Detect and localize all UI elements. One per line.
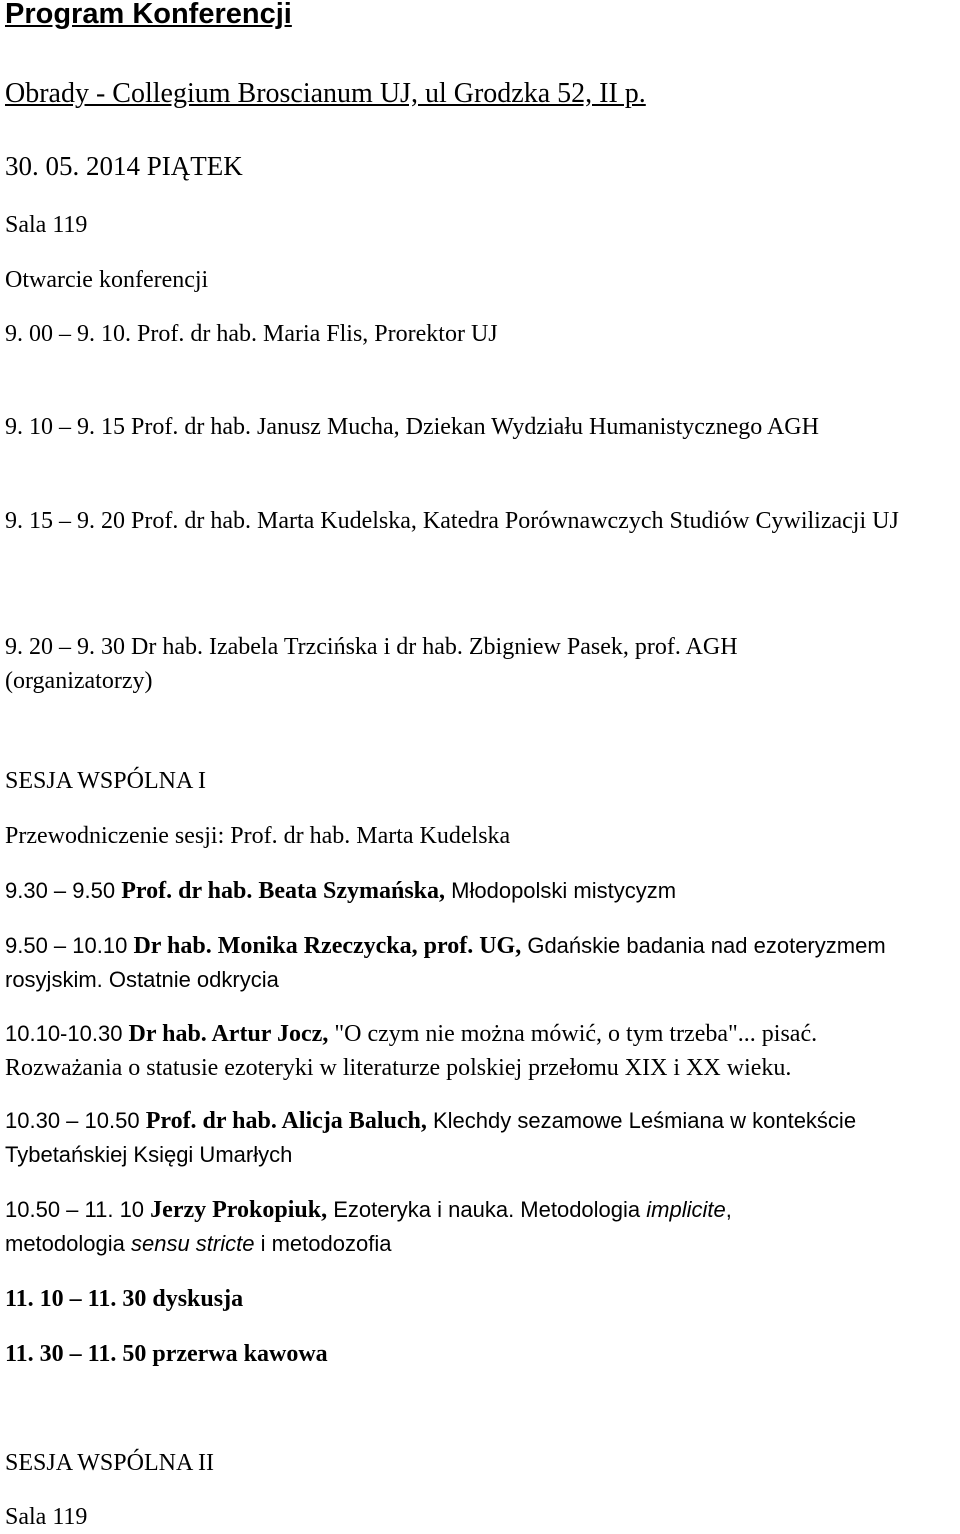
break-item: 11. 30 – 11. 50 przerwa kawowa	[5, 1341, 328, 1367]
talk-topic: "O czym nie można mówić, o tym trzeba"... pisać. Rozważania o statusie ezoteryki w literaturze polskiej przełomu XIX i XX wieku.	[5, 1021, 818, 1081]
opening-item: 9. 10 – 9. 15 Prof. dr hab. Janusz Mucha, Dziekan Wydziału Humanistycznego AGH	[5, 414, 819, 440]
talk-speaker: Prof. dr hab. Alicja Baluch,	[145, 1108, 427, 1134]
session-heading: SESJA WSPÓLNA I	[5, 768, 206, 794]
talk-item	[5, 1193, 835, 1261]
talk-topic: Ezoteryka i nauka. Metodologia	[327, 1197, 647, 1222]
room-label: Sala 119	[5, 1504, 88, 1530]
session-chair: Przewodniczenie sesji: Prof. dr hab. Marta Kudelska	[5, 823, 511, 849]
opening-item: 9. 00 – 9. 10. Prof. dr hab. Maria Flis, Prorektor UJ	[5, 321, 498, 347]
talk-time: 10.30 – 10.50	[5, 1108, 146, 1133]
talk-topic: Gdańskie badania nad ezoteryzmem rosyjskim. Ostatnie odkrycia	[5, 933, 886, 992]
talk-time: 9.30 – 9.50	[5, 878, 122, 903]
talk-topic: Młodopolski mistycyzm	[445, 878, 677, 903]
talk-topic: i metodozofia	[254, 1231, 392, 1256]
talk-topic-italic: sensu stricte	[130, 1231, 255, 1256]
talk-time: 10.50 – 11. 10	[5, 1197, 151, 1222]
talk-speaker: Jerzy Prokopiuk,	[150, 1197, 328, 1223]
talk-item	[5, 1104, 960, 1172]
talk-time: 10.10-10.30	[5, 1021, 129, 1046]
room-label: Sala 119	[5, 212, 88, 238]
opening-item: 9. 20 – 9. 30 Dr hab. Izabela Trzcińska i dr hab. Zbigniew Pasek, prof. AGH (organizatorzy)	[5, 634, 738, 694]
talk-item	[5, 929, 960, 997]
page-title: Program Konferencji	[5, 0, 292, 30]
talk-topic: , metodologia	[5, 1197, 732, 1256]
talk-topic: Klechdy sezamowe Leśmiana w kontekście Tybetańskiej Księgi Umarłych	[5, 1108, 857, 1167]
talk-speaker: Dr hab. Artur Jocz,	[128, 1021, 329, 1047]
talk-speaker: Prof. dr hab. Beata Szymańska,	[121, 878, 446, 904]
talk-item	[5, 1017, 925, 1085]
opening-item: 9. 15 – 9. 20 Prof. dr hab. Marta Kudelska, Katedra Porównawczych Studiów Cywilizacji UJ	[5, 508, 899, 534]
opening-heading: Otwarcie konferencji	[5, 267, 209, 293]
session-heading: SESJA WSPÓLNA II	[5, 1450, 214, 1476]
date-heading: 30. 05. 2014 PIĄTEK	[5, 151, 243, 181]
venue-line: Obrady - Collegium Broscianum UJ, ul Grodzka 52, II p.	[5, 78, 646, 109]
discussion-item: 11. 10 – 11. 30 dyskusja	[5, 1286, 244, 1312]
talk-item	[5, 874, 960, 908]
talk-time: 9.50 – 10.10	[5, 933, 134, 958]
talk-topic-italic: implicite	[646, 1197, 726, 1222]
talk-speaker: Dr hab. Monika Rzeczycka, prof. UG,	[133, 933, 522, 959]
